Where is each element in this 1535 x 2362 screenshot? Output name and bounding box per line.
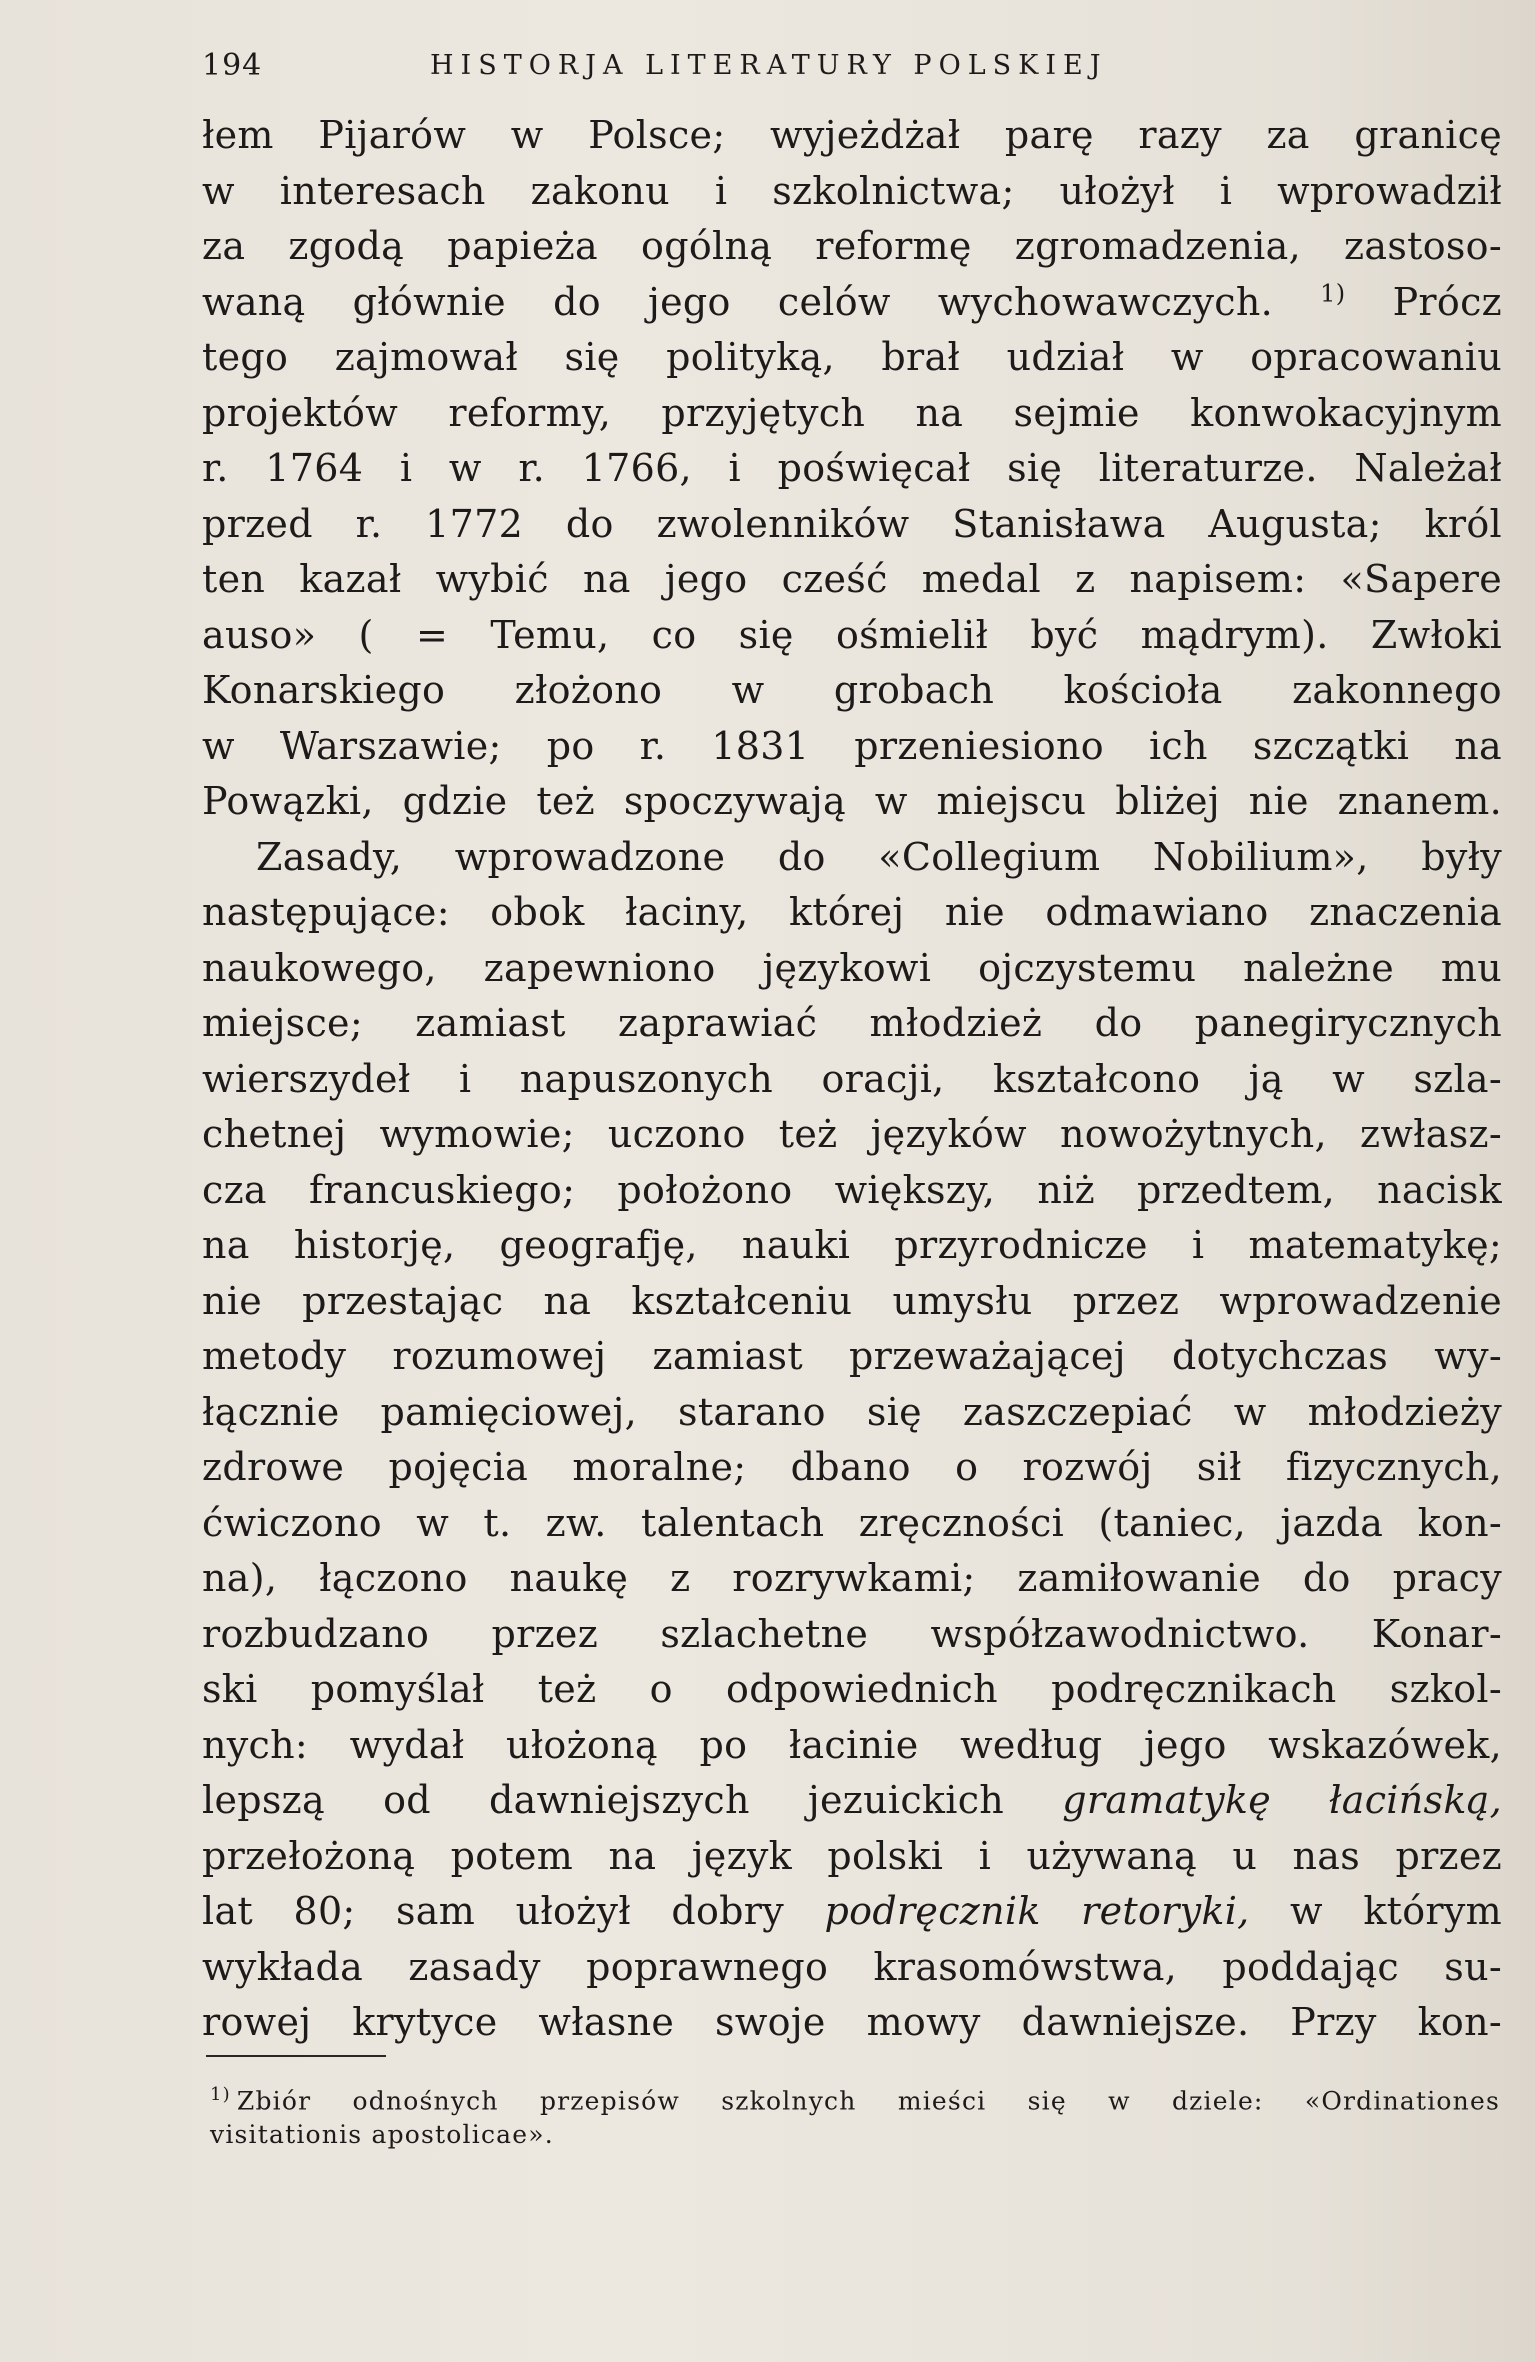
text-line: cza francuskiego; położono większy, niż przedtem, nacisk <box>202 1167 1502 1212</box>
page-number: 194 <box>202 48 263 83</box>
text-line: auso» ( = Temu, co się ośmielił być mądrym). Zwłoki <box>202 612 1502 657</box>
text-line: nych: wydał ułożoną po łacinie według jego wskazówek, <box>202 1722 1502 1767</box>
text-line: ten kazał wybić na jego cześć medal z napisem: «Sapere <box>202 557 1502 601</box>
footnote-reference: 1) <box>1320 278 1346 307</box>
italic-title-podrecznik: podręcznik retoryki, <box>824 1889 1250 1933</box>
text-line: Powązki, gdzie też spoczywają w miejscu bliżej nie znanem. <box>202 779 1502 823</box>
text-line: przed r. 1772 do zwolenników Stanisława Augusta; król <box>202 501 1502 546</box>
text-line: naukowego, zapewniono językowi ojczystemu należne mu <box>202 945 1502 990</box>
text-line: tego zajmował się polityką, brał udział w opracowaniu <box>202 335 1502 379</box>
text-line: rowej krytyce własne swoje mowy dawniejsze. Przy kon- <box>202 2000 1502 2044</box>
text-line: ćwiczono w t. zw. talentach zręczności (taniec, jazda kon- <box>202 1500 1502 1545</box>
text-line: łącznie pamięciowej, starano się zaszczepiać w młodzieży <box>202 1389 1502 1434</box>
page-header <box>202 46 1442 86</box>
text-line: chetnej wymowie; uczono też języków nowożytnych, zwłasz- <box>202 1112 1502 1156</box>
text-line: następujące: obok łaciny, której nie odmawiano znaczenia <box>202 890 1502 934</box>
text-line: projektów reformy, przyjętych na sejmie konwokacyjnym <box>202 390 1502 435</box>
italic-title-gramatyka: gramatykę łacińską, <box>1062 1778 1502 1822</box>
text-line: miejsce; zamiast zaprawiać młodzież do panegirycznych <box>202 1001 1502 1045</box>
text-line: ski pomyślał też o odpowiednich podręcznikach szkol- <box>202 1667 1502 1711</box>
text-line: za zgodą papieża ogólną reformę zgromadzenia, zastoso- <box>202 224 1502 268</box>
text-line: na historję, geografję, nauki przyrodnicze i matematykę; <box>202 1223 1502 1267</box>
text-line: w interesach zakonu i szkolnictwa; ułożył i wprowadził <box>202 168 1502 213</box>
text-line <box>202 1773 1502 1829</box>
footnote <box>210 2078 1500 2152</box>
text-line: Zasady, wprowadzone do «Collegium Nobilium», były <box>256 834 1502 879</box>
text-fragment: w którym <box>1290 1889 1502 1933</box>
text-line: r. 1764 i w r. 1766, i poświęcał się literaturze. Należał <box>202 446 1502 490</box>
text-line: metody rozumowej zamiast przeważającej dotychczas wy- <box>202 1334 1502 1378</box>
text-fragment: lepszą od dawniejszych jezuickich <box>202 1778 1005 1822</box>
text-line: na), łączono naukę z rozrywkami; zamiłowanie do pracy <box>202 1556 1502 1600</box>
body-text <box>202 108 1502 2051</box>
footnote-line: visitationis apostolicae». <box>210 2120 554 2150</box>
text-line: wykłada zasady poprawnego krasomówstwa, poddając su- <box>202 1944 1502 1989</box>
text-line <box>202 1884 1502 1940</box>
text-line: w Warszawie; po r. 1831 przeniesiono ich szczątki na <box>202 723 1502 768</box>
text-line: zdrowe pojęcia moralne; dbano o rozwój sił fizycznych, <box>202 1445 1502 1489</box>
text-line <box>202 275 1502 331</box>
footnote-text: Zbiór odnośnych przepisów szkolnych mieści się w dziele: «Ordinationes <box>236 2086 1500 2116</box>
text-line: Konarskiego złożono w grobach kościoła zakonnego <box>202 668 1502 712</box>
text-line: przełożoną potem na język polski i używaną u nas przez <box>202 1833 1502 1878</box>
text-line: wierszydeł i napuszonych oracji, kształcono ją w szla- <box>202 1056 1502 1101</box>
text-line: nie przestając na kształceniu umysłu przez wprowadzenie <box>202 1278 1502 1323</box>
text-fragment: Prócz <box>1392 279 1502 324</box>
footnote-divider <box>206 2055 386 2057</box>
text-fragment: lat 80; sam ułożył dobry <box>202 1889 785 1933</box>
footnote-marker: 1) <box>210 2084 231 2105</box>
text-line: łem Pijarów w Polsce; wyjeżdżał parę razy za granicę <box>202 113 1502 157</box>
text-fragment: waną głównie do jego celów wychowawczych. <box>202 279 1274 324</box>
footnote-line <box>210 2078 1500 2118</box>
running-head: HISTORJA LITERATURY POLSKIEJ <box>430 50 1108 81</box>
text-line: rozbudzano przez szlachetne współzawodnictwo. Konar- <box>202 1611 1502 1656</box>
